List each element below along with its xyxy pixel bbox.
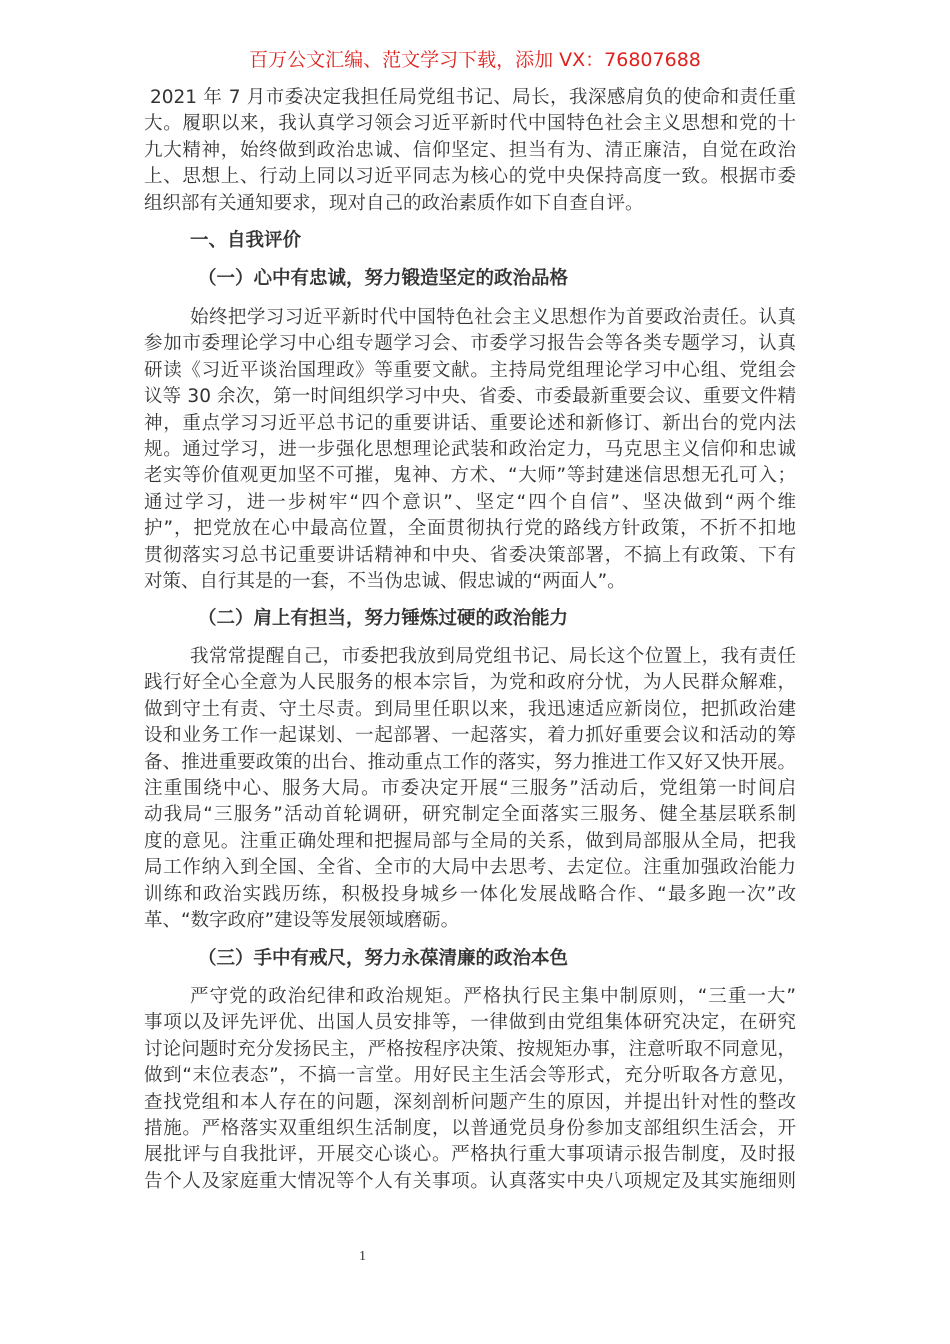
text-line: 注重围绕中心、服务大局。市委决定开展“三服务”活动后，党组第一时间启 — [144, 777, 796, 799]
text-line: 局工作纳入到全国、全省、全市的大局中去思考、去定位。注重加强政治能力 — [144, 857, 796, 879]
section-title-integrity: （三）手中有戒尺，努力永葆清廉的政治本色 — [198, 948, 569, 969]
text-line: 查找党组和本人存在的问题，深刻剖析问题产生的原因，并提出针对性的整改 — [144, 1091, 796, 1113]
section-title-responsibility: （二）肩上有担当，努力锤炼过硬的政治能力 — [198, 608, 569, 629]
text-line: 议等 30 余次，第一时间组织学习中央、省委、市委最新重要会议、重要文件精 — [144, 386, 796, 408]
text-line: 通过学习，进一步树牢“四个意识”、坚定“四个自信”、坚决做到“两个维 — [144, 491, 796, 513]
section-paragraph-integrity — [144, 984, 796, 1195]
text-line: 始终把学习习近平新时代中国特色社会主义思想作为首要政治责任。认真 — [190, 307, 796, 328]
watermark-header: 百万公文汇编、范文学习下载，添加 VX：76807688 — [249, 49, 701, 71]
text-line: 严守党的政治纪律和政治规矩。严格执行民主集中制原则，“三重一大” — [190, 986, 796, 1007]
page-number: 1 — [359, 1249, 366, 1264]
text-line: 2021 年 7 月市委决定我担任局党组书记、局长，我深感肩负的使命和责任重 — [150, 87, 796, 108]
text-line: 践行好全心全意为人民服务的根本宗旨，为党和政府分忧，为人民群众解难， — [144, 672, 796, 694]
text-line: 大。履职以来，我认真学习领会习近平新时代中国特色社会主义思想和党的十 — [144, 113, 796, 135]
text-line: 参加市委理论学习中心组专题学习会、市委学习报告会等各类专题学习，认真 — [144, 333, 796, 355]
text-line: 训练和政治实践历练，积极投身城乡一体化发展战略合作、“最多跑一次”改 — [144, 883, 796, 905]
section-paragraph-responsibility — [144, 644, 796, 934]
heading-self-evaluation: 一、自我评价 — [190, 230, 302, 251]
text-line: 对策、自行其是的一套，不当伪忠诚、假忠诚的“两面人”。 — [144, 570, 626, 592]
text-line: 九大精神，始终做到政治忠诚、信仰坚定、担当有为、清正廉洁，自觉在政治 — [144, 139, 796, 161]
text-line: 贯彻落实习总书记重要讲话精神和中央、省委决策部署，不搞上有政策、下有 — [144, 544, 796, 566]
text-line: 老实等价值观更加坚不可摧，鬼神、方术、“大师”等封建迷信思想无孔可入； — [144, 465, 796, 487]
intro-paragraph — [144, 85, 796, 217]
text-line: 展批评与自我批评，开展交心谈心。严格执行重大事项请示报告制度，及时报 — [144, 1144, 796, 1166]
text-line: 上、思想上、行动上同以习近平同志为核心的党中央保持高度一致。根据市委 — [144, 166, 796, 188]
section-paragraph-loyalty — [144, 305, 796, 595]
text-line: 度的意见。注重正确处理和把握局部与全局的关系，做到局部服从全局，把我 — [144, 830, 796, 852]
text-line: 组织部有关通知要求，现对自己的政治素质作如下自查自评。 — [144, 192, 644, 214]
text-line: 研读《习近平谈治国理政》等重要文献。主持局党组理论学习中心组、党组会 — [144, 359, 796, 381]
text-line: 动我局“三服务”活动首轮调研，研究制定全面落实三服务、健全基层联系制 — [144, 804, 796, 826]
text-line: 设和业务工作一起谋划、一起部署、一起落实，着力抓好重要会议和活动的筹 — [144, 725, 796, 747]
text-line: 措施。严格落实双重组织生活制度，以普通党员身份参加支部组织生活会，开 — [144, 1117, 796, 1139]
section-title-loyalty: （一）心中有忠诚，努力锻造坚定的政治品格 — [198, 268, 569, 289]
text-line: 做到守土有责、守土尽责。到局里任职以来，我迅速适应新岗位，把抓政治建 — [144, 698, 796, 720]
text-line: 革、“数字政府”建设等发展领域磨砺。 — [144, 909, 460, 931]
text-line: 做到“末位表态”，不搞一言堂。用好民主生活会等形式，充分听取各方意见， — [144, 1065, 796, 1087]
text-line: 神，重点学习习近平总书记的重要讲话、重要论述和新修订、新出台的党内法 — [144, 412, 796, 434]
text-line: 规。通过学习，进一步强化思想理论武装和政治定力，马克思主义信仰和忠诚 — [144, 438, 796, 460]
text-line: 告个人及家庭重大情况等个人有关事项。认真落实中央八项规定及其实施细则 — [144, 1170, 796, 1192]
text-line: 备、推进重要政策的出台、推动重点工作的落实，努力推进工作又好又快开展。 — [144, 751, 796, 773]
text-line: 护”，把党放在心中最高位置，全面贯彻执行党的路线方针政策，不折不扣地 — [144, 518, 796, 540]
text-line: 事项以及评先评优、出国人员安排等，一律做到由党组集体研究决定，在研究 — [144, 1012, 796, 1034]
text-line: 我常常提醒自己，市委把我放到局党组书记、局长这个位置上，我有责任 — [190, 646, 796, 667]
text-line: 讨论问题时充分发扬民主，严格按程序决策、按规矩办事，注意听取不同意见， — [144, 1038, 796, 1060]
